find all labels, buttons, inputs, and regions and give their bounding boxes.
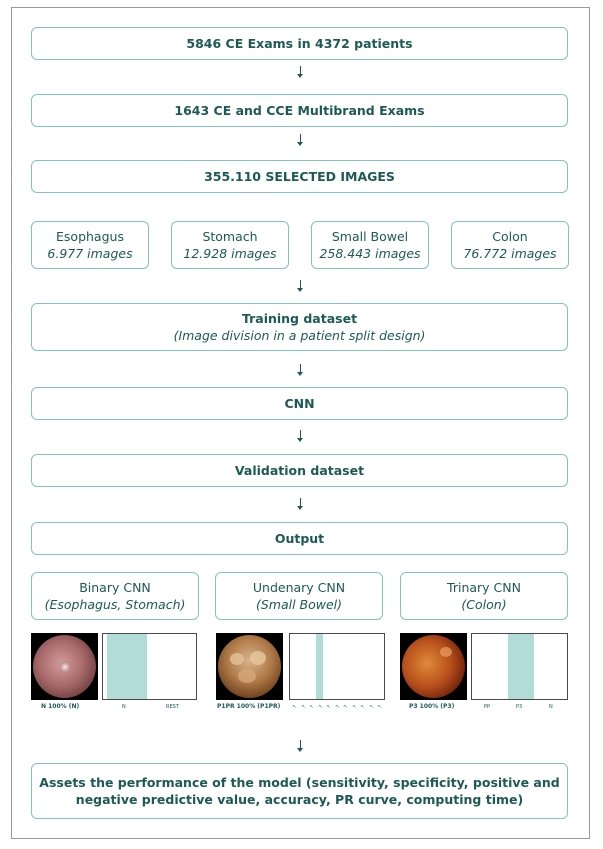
- region-count: 6.977 images: [47, 246, 133, 261]
- binary-prob-chart: [102, 633, 197, 700]
- prob-bar-p3: [508, 634, 534, 699]
- tick-label: ?: [317, 704, 325, 710]
- multibrand-box: [31, 94, 568, 127]
- region-count: 12.928 images: [183, 246, 277, 261]
- region-stomach: [171, 221, 289, 269]
- model-undenary-cnn: [215, 572, 383, 620]
- multibrand-label: 1643 CE and CCE Multibrand Exams: [174, 103, 425, 118]
- model-scope: (Small Bowel): [255, 597, 343, 612]
- tick-label: ?: [300, 704, 308, 710]
- tick-label: ?: [377, 704, 384, 710]
- colon-capsule-image: [400, 633, 467, 700]
- esophagus-capsule-image: [31, 633, 98, 700]
- model-binary-cnn: [31, 572, 199, 620]
- undenary-prob-chart: [289, 633, 385, 700]
- tick-label: ?: [334, 704, 342, 710]
- assessment-box: [31, 763, 568, 819]
- page-frame: [11, 7, 590, 839]
- prob-bar-p1pr: [316, 634, 323, 699]
- training-title: Training dataset: [241, 311, 358, 326]
- arrow-down-icon: [295, 134, 305, 146]
- prediction-caption: N 100% (N): [41, 703, 80, 710]
- tick-label: P3: [516, 704, 523, 710]
- training-dataset-box: [31, 303, 568, 351]
- cnn-box: [31, 387, 568, 420]
- model-name: Trinary CNN: [447, 580, 521, 595]
- tick-label: ?: [360, 704, 367, 710]
- cnn-label: CNN: [284, 396, 315, 411]
- region-colon: [451, 221, 569, 269]
- tick-label: ?: [351, 704, 359, 710]
- model-scope: (Colon): [461, 597, 507, 612]
- exams-box: [31, 27, 568, 60]
- tick-label: N: [549, 704, 553, 710]
- region-name: Esophagus: [56, 229, 124, 244]
- selected-images-box: [31, 160, 568, 193]
- region-count: 258.443 images: [319, 246, 421, 261]
- arrow-down-icon: [295, 66, 305, 78]
- tick-label: ?: [368, 704, 376, 710]
- model-trinary-cnn: [400, 572, 568, 620]
- model-scope: (Esophagus, Stomach): [44, 597, 186, 612]
- output-label: Output: [274, 531, 325, 546]
- prediction-caption: P1PR 100% (P1PR): [217, 703, 281, 710]
- arrow-down-icon: [295, 430, 305, 442]
- model-name: Undenary CNN: [252, 580, 346, 595]
- small-bowel-capsule-image: [216, 633, 283, 700]
- tick-label: ?: [343, 704, 350, 710]
- training-subtitle: (Image division in a patient split design): [173, 328, 426, 343]
- tick-label: ?: [292, 704, 299, 710]
- region-small-bowel: [311, 221, 429, 269]
- region-name: Colon: [492, 229, 528, 244]
- tick-label: N: [122, 704, 126, 710]
- model-name: Binary CNN: [79, 580, 151, 595]
- validation-dataset-box: [31, 454, 568, 487]
- exams-label: 5846 CE Exams in 4372 patients: [186, 36, 413, 51]
- prediction-caption: P3 100% (P3): [409, 703, 455, 710]
- region-name: Small Bowel: [331, 229, 409, 244]
- region-esophagus: [31, 221, 149, 269]
- assessment-line-2: negative predictive value, accuracy, PR curve, computing time): [75, 792, 524, 807]
- arrow-down-icon: [295, 740, 305, 752]
- assessment-line-1: Assets the performance of the model (sensitivity, specificity, positive and: [39, 775, 560, 790]
- arrow-down-icon: [295, 280, 305, 292]
- tick-label: PP: [484, 704, 491, 710]
- arrow-down-icon: [295, 364, 305, 376]
- tick-label: ?: [326, 704, 333, 710]
- prob-bar-n: [107, 634, 147, 699]
- region-name: Stomach: [202, 229, 258, 244]
- output-box: [31, 522, 568, 555]
- tick-label: REST: [166, 704, 179, 710]
- tick-label: ?: [309, 704, 316, 710]
- validation-label: Validation dataset: [234, 463, 365, 478]
- region-count: 76.772 images: [463, 246, 557, 261]
- arrow-down-icon: [295, 498, 305, 510]
- selected-images-label: 355.110 SELECTED IMAGES: [204, 169, 395, 184]
- trinary-prob-chart: [471, 633, 568, 700]
